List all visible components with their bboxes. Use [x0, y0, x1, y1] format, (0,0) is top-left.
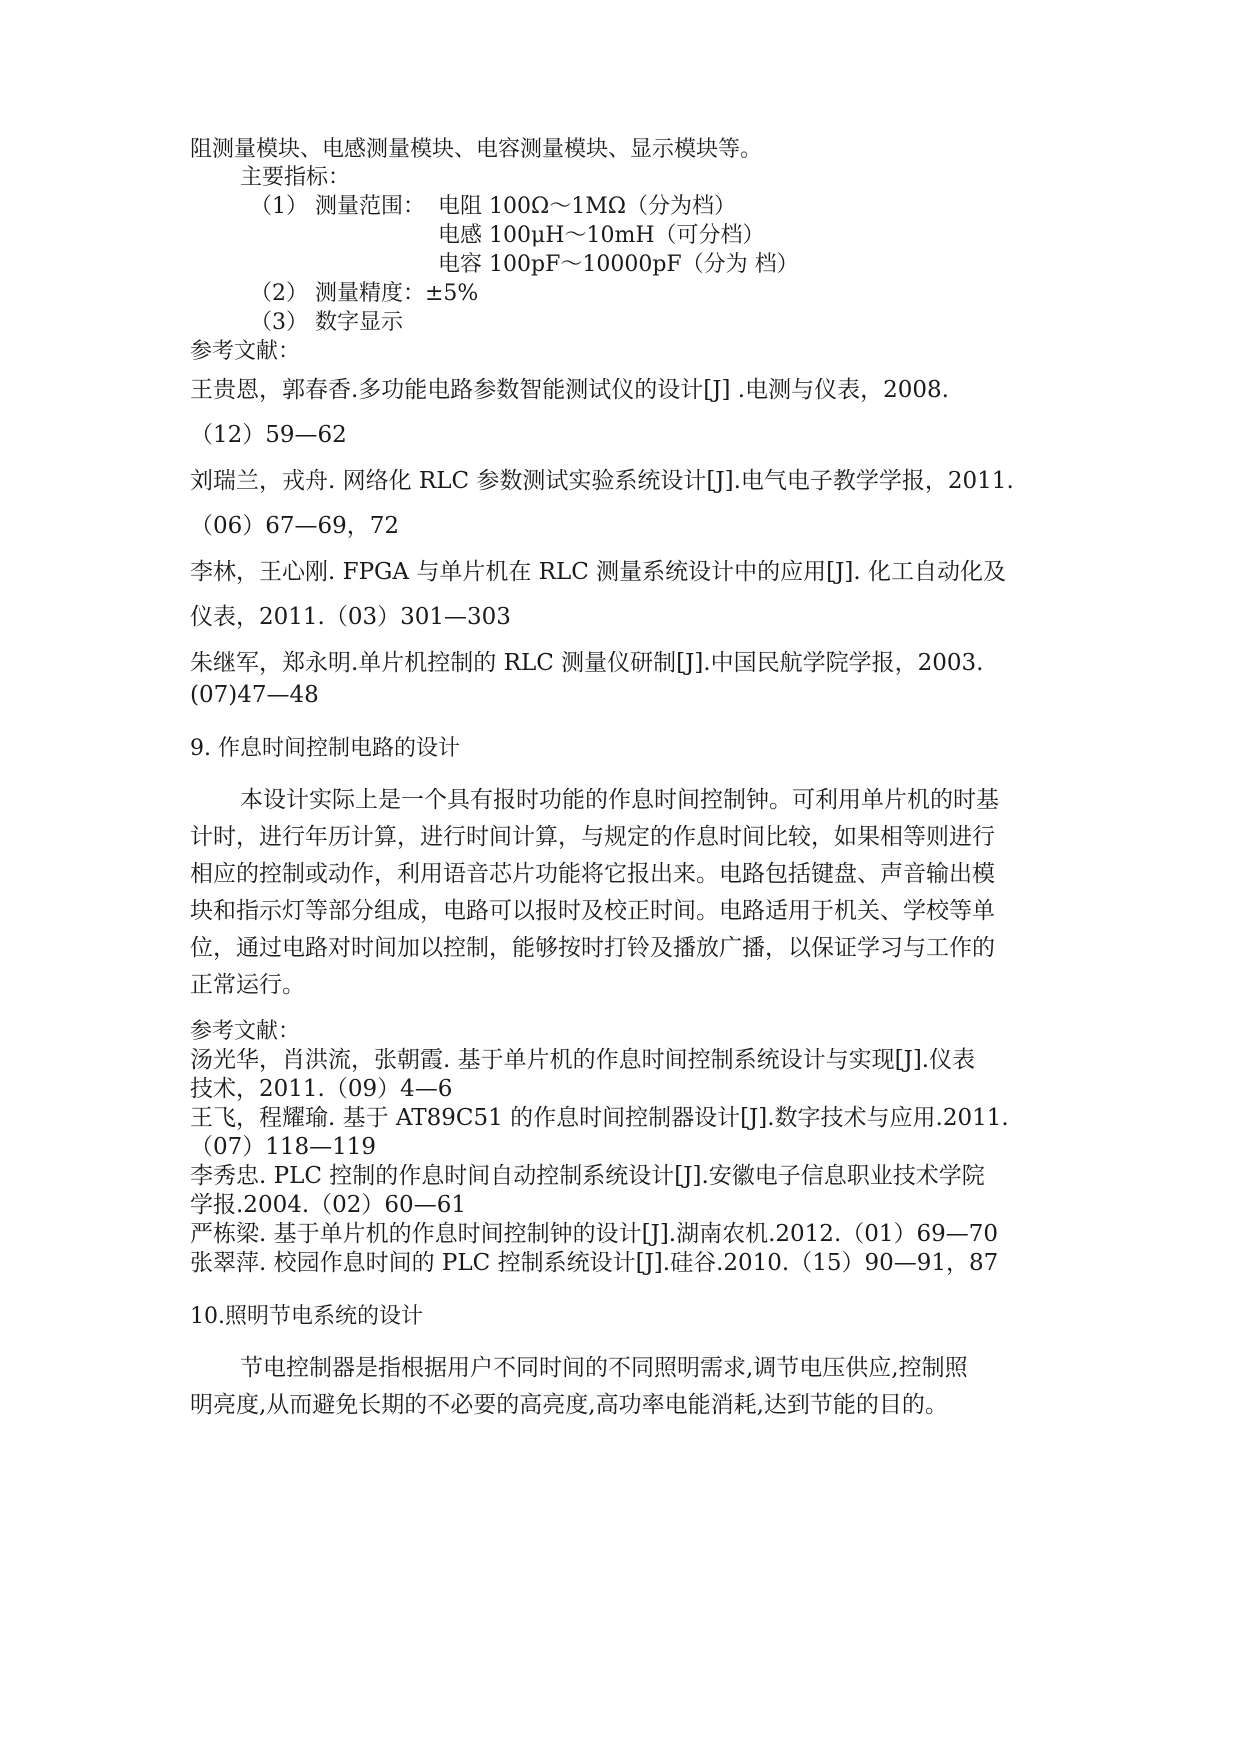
reference-line: 王贵恩，郭春香.多功能电路参数智能测试仪的设计[J] .电测与仪表，2008.	[190, 377, 949, 403]
reference-line: 刘瑞兰，戎舟. 网络化 RLC 参数测试实验系统设计[J].电气电子教学学报，2011.	[190, 468, 1014, 494]
paragraph-line: 本设计实际上是一个具有报时功能的作息时间控制钟。可利用单片机的时基	[240, 787, 999, 813]
indicator-value: 电容 100pF～10000pF（分为 档）	[438, 252, 799, 277]
reference-line: 朱继军，郑永明.单片机控制的 RLC 测量仪研制[J].中国民航学院学报，2003.	[190, 650, 984, 676]
reference-line: 技术，2011.（09）4—6	[190, 1076, 453, 1102]
indicators-heading: 主要指标：	[240, 165, 351, 190]
reference-line: 汤光华，肖洪流，张朝霞. 基于单片机的作息时间控制系统设计与实现[J].仪表	[190, 1047, 976, 1073]
indicator-label: 测量范围：	[315, 194, 426, 219]
indicator-value: 电感 100μH～10mH（可分档）	[438, 223, 765, 248]
references-heading: 参考文献：	[190, 1019, 301, 1044]
reference-line: 李林，王心刚. FPGA 与单片机在 RLC 测量系统设计中的应用[J]. 化工自动化及	[190, 559, 1006, 585]
reference-line: 严栋梁. 基于单片机的作息时间控制钟的设计[J].湖南农机.2012.（01）69—70	[190, 1221, 999, 1247]
reference-line: （12）59—62	[190, 422, 347, 448]
paragraph-line: 节电控制器是指根据用户不同时间的不同照明需求,调节电压供应,控制照	[240, 1355, 968, 1381]
indicator-number: （1）	[250, 194, 308, 219]
reference-line: (07)47—48	[190, 682, 319, 708]
indicator-label: 测量精度：±5%	[315, 281, 479, 306]
reference-line: 仪表，2011.（03）301—303	[190, 604, 511, 630]
indicator-value: 电阻 100Ω～1MΩ（分为档）	[438, 194, 736, 219]
reference-line: 王飞，程耀瑜. 基于 AT89C51 的作息时间控制器设计[J].数字技术与应用.2011.	[190, 1105, 1009, 1131]
indicator-number: （3）	[250, 310, 308, 335]
paragraph-line: 明亮度,从而避免长期的不必要的高亮度,高功率电能消耗,达到节能的目的。	[190, 1392, 948, 1418]
paragraph-line: 计时，进行年历计算，进行时间计算，与规定的作息时间比较，如果相等则进行	[190, 824, 995, 850]
reference-line: （06）67—69，72	[190, 513, 400, 539]
references-heading: 参考文献：	[190, 339, 301, 364]
paragraph-line: 位，通过电路对时间加以控制，能够按时打铃及播放广播，以保证学习与工作的	[190, 935, 995, 961]
reference-line: （07）118—119	[190, 1134, 377, 1160]
paragraph-line: 阻测量模块、电感测量模块、电容测量模块、显示模块等。	[190, 137, 763, 162]
indicator-number: （2）	[250, 281, 308, 306]
paragraph-line: 块和指示灯等部分组成，电路可以报时及校正时间。电路适用于机关、学校等单	[190, 898, 995, 924]
reference-line: 学报.2004.（02）60—61	[190, 1192, 466, 1218]
reference-line: 李秀忠. PLC 控制的作息时间自动控制系统设计[J].安徽电子信息职业技术学院	[190, 1163, 985, 1189]
section-title: 10.照明节电系统的设计	[190, 1304, 423, 1329]
paragraph-line: 正常运行。	[190, 972, 305, 998]
paragraph-line: 相应的控制或动作，利用语音芯片功能将它报出来。电路包括键盘、声音输出模	[190, 861, 995, 887]
reference-line: 张翠萍. 校园作息时间的 PLC 控制系统设计[J].硅谷.2010.（15）90—91，87	[190, 1250, 999, 1276]
section-title: 9. 作息时间控制电路的设计	[190, 736, 460, 761]
indicator-label: 数字显示	[315, 310, 404, 335]
